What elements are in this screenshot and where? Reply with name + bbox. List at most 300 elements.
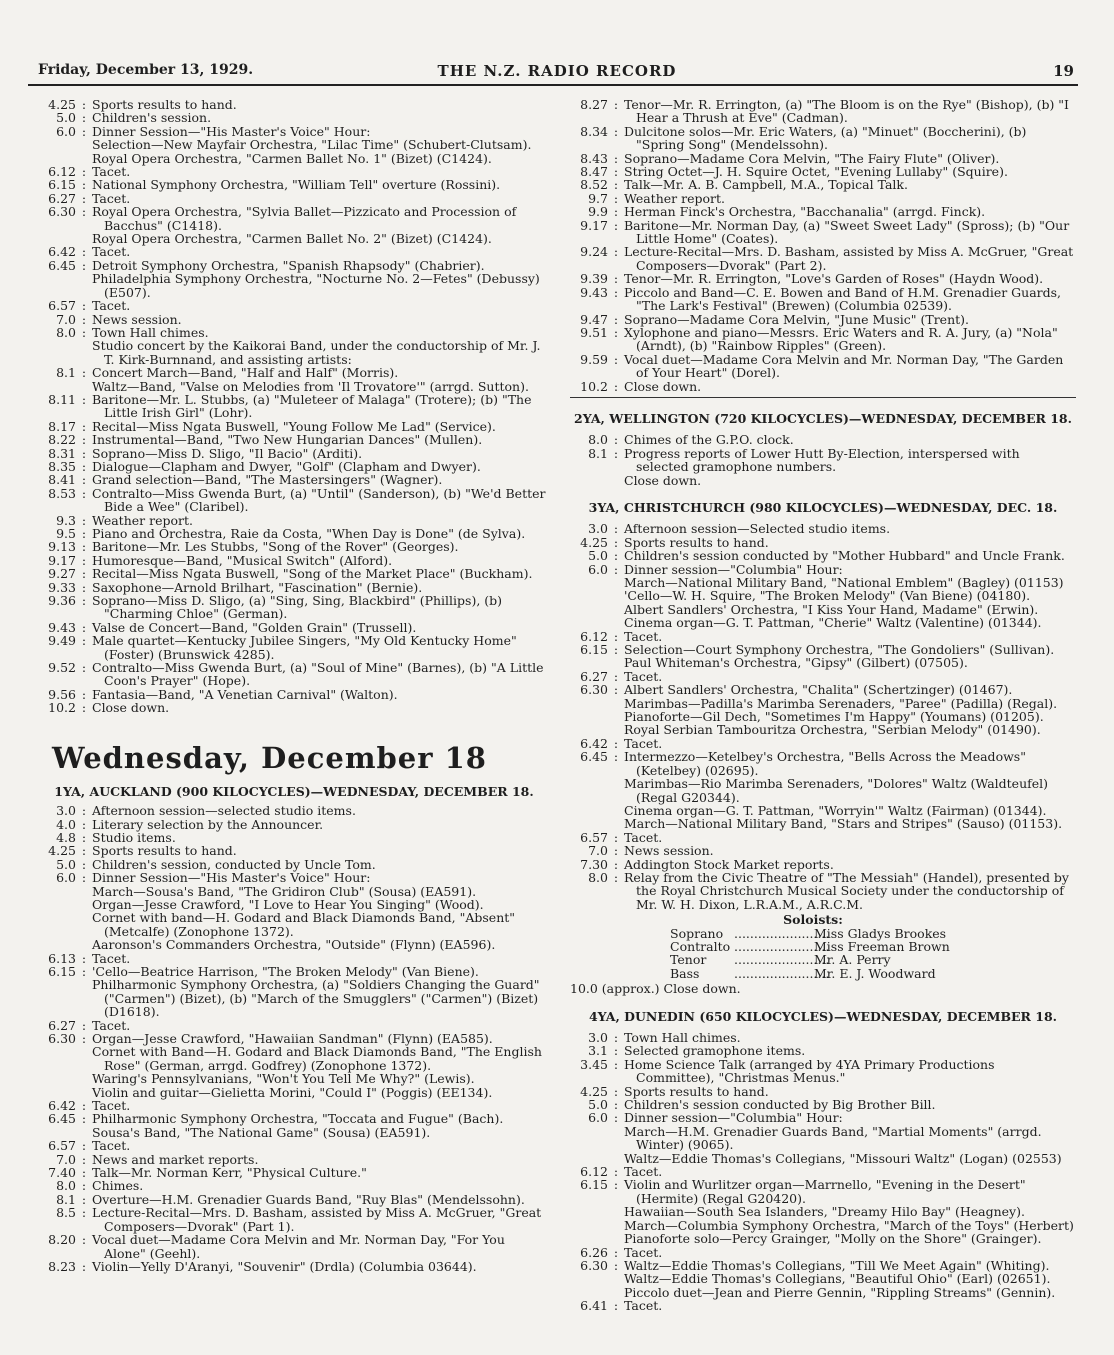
- programme-entry: [570, 871, 1076, 911]
- programme-entry: [38, 952, 550, 965]
- entry-time: 7.0: [56, 1151, 76, 1167]
- entry-time: 8.0: [56, 324, 76, 340]
- programme-entry: [570, 98, 1076, 125]
- entry-line: Tacet.: [624, 1298, 663, 1314]
- programme-entry: [38, 460, 550, 473]
- time-colon: :: [81, 512, 87, 528]
- programme-entry: [38, 514, 550, 527]
- entry-line: Tacet.: [92, 244, 131, 260]
- programme-entry: [38, 858, 550, 871]
- dunedin-tuesday-continued: [38, 98, 550, 715]
- entry-time: 9.49: [48, 633, 76, 649]
- time-colon: :: [613, 324, 619, 340]
- entry-time: 4.0: [56, 816, 76, 832]
- programme-entry: [38, 111, 550, 124]
- entry-time: 6.0: [588, 561, 608, 577]
- entry-line: Hawaiian—South Sea Islanders, "Dreamy Hilo Bay" (Heagney).: [624, 1204, 1025, 1220]
- time-colon: :: [81, 633, 87, 649]
- programme-entry: [570, 670, 1076, 683]
- programme-entry: [38, 420, 550, 433]
- entry-time: 9.13: [48, 539, 76, 555]
- programme-entry: [38, 701, 550, 714]
- entry-line: News session.: [92, 311, 182, 327]
- time-colon: :: [613, 1164, 619, 1180]
- soloists-block: [570, 913, 1076, 980]
- programme-entry: [38, 473, 550, 486]
- entry-line: Tacet.: [92, 1098, 131, 1114]
- time-colon: :: [81, 123, 87, 139]
- entry-line: Close down.: [624, 472, 702, 488]
- entry-line: Contralto—Miss Gwenda Burt, (a) "Soul of Mine" (Barnes), (b) "A Little Coon's Prayer" (Hope).: [92, 660, 544, 689]
- entry-time: 6.15: [48, 963, 76, 979]
- programme-entry: [38, 1206, 550, 1233]
- programme-entry: [570, 563, 1076, 630]
- entry-line: Soprano—Madame Cora Melvin, "June Music" (Trent).: [624, 311, 969, 327]
- time-colon: :: [613, 1097, 619, 1113]
- entry-line: Chimes of the G.P.O. clock.: [624, 432, 794, 448]
- entry-time: 8.53: [48, 485, 76, 501]
- entry-time: 8.35: [48, 458, 76, 474]
- page-header: [32, 62, 1082, 82]
- programme-entry: [570, 522, 1076, 535]
- programme-entry: [570, 165, 1076, 178]
- entry-time: 9.51: [580, 324, 608, 340]
- leader-dots: ........................: [734, 965, 830, 981]
- entry-line: Tacet.: [92, 298, 131, 314]
- entry-time: 8.17: [48, 418, 76, 434]
- time-colon: :: [613, 97, 619, 112]
- programme-entry: [38, 245, 550, 258]
- programme-entry: [38, 125, 550, 165]
- time-colon: :: [81, 257, 87, 273]
- entry-line: Philharmonic Symphony Orchestra, (a) "Soldiers Changing the Guard" ("Carmen") (Bizet), (b) "March of the Smugglers" ("Carmen") (Bizet) (D1618).: [92, 977, 540, 1020]
- time-colon: :: [613, 271, 619, 287]
- entry-time: 9.36: [48, 593, 76, 609]
- entry-time: 4.25: [48, 97, 76, 112]
- time-colon: :: [613, 123, 619, 139]
- entry-line: Selection—New Mayfair Orchestra, "Lilac Time" (Schubert-Clutsam).: [92, 137, 532, 153]
- programme-entry: [38, 581, 550, 594]
- entry-time: 6.26: [580, 1244, 608, 1260]
- time-colon: :: [613, 1177, 619, 1193]
- entry-time: 8.43: [580, 150, 608, 166]
- entry-line: Afternoon session—selected studio items.: [92, 803, 356, 819]
- entry-time: 9.56: [48, 686, 76, 702]
- programme-entry: [570, 353, 1076, 380]
- entry-time: 4.8: [56, 829, 76, 845]
- time-colon: :: [81, 1138, 87, 1154]
- time-colon: :: [81, 816, 87, 832]
- time-colon: :: [81, 97, 87, 112]
- programme-entry: [570, 205, 1076, 218]
- time-colon: :: [81, 526, 87, 541]
- time-colon: :: [81, 445, 87, 461]
- entry-line: March—National Military Band, "National Emblem" (Bagley) (01153): [624, 575, 1064, 590]
- time-colon: :: [81, 619, 87, 635]
- entry-line: Studio concert by the Kaikorai Band, under the conductorship of Mr. J. T. Kirk-Burnnand, and assisting artists:: [92, 338, 541, 367]
- auckland-continued: [570, 98, 1076, 393]
- programme-entry: [38, 965, 550, 1019]
- entry-time: 8.23: [48, 1258, 76, 1274]
- time-colon: :: [613, 1298, 619, 1314]
- entry-line: Tacet.: [624, 1244, 663, 1260]
- entry-line: Pianoforte—Gil Dech, "Sometimes I'm Happy" (Youmans) (01205).: [624, 709, 1044, 725]
- entry-line: Vocal duet—Madame Cora Melvin and Mr. Norman Day, "The Garden of Your Heart" (Dorel).: [624, 351, 1064, 381]
- entry-time: 8.52: [580, 177, 608, 193]
- programme-entry: [38, 313, 550, 326]
- entry-time: 9.59: [580, 351, 608, 367]
- entry-line: Violin and guitar—Gielietta Morini, "Could I" (Poggis) (EE134).: [92, 1084, 493, 1100]
- time-colon: :: [613, 642, 619, 658]
- entry-time: 6.57: [580, 829, 608, 845]
- entry-time: 6.0: [588, 1110, 608, 1126]
- entry-line: Albert Sandlers' Orchestra, "I Kiss Your Hand, Madame" (Erwin).: [624, 601, 1039, 617]
- entry-time: 6.42: [580, 735, 608, 751]
- programme-entry: [38, 165, 550, 178]
- entry-line: Talk—Mr. Norman Kerr, "Physical Culture.": [92, 1165, 367, 1181]
- time-colon: :: [613, 445, 619, 461]
- time-colon: :: [81, 1178, 87, 1194]
- time-colon: :: [81, 552, 87, 568]
- entry-time: 5.0: [56, 110, 76, 126]
- programme-entry: [38, 259, 550, 299]
- entry-line: Waltz—Eddie Thomas's Collegians, "Missouri Waltz" (Logan) (02553): [624, 1150, 1062, 1166]
- programme-entry: [570, 1085, 1076, 1098]
- entry-line: Philharmonic Symphony Orchestra, "Toccata and Fugue" (Bach).: [92, 1111, 504, 1127]
- time-colon: :: [81, 472, 87, 488]
- entry-time: 10.2: [48, 700, 76, 716]
- time-colon: :: [81, 1098, 87, 1114]
- entry-time: 9.5: [56, 526, 76, 541]
- entry-line: Soprano—Madame Cora Melvin, "The Fairy Flute" (Oliver).: [624, 150, 1000, 166]
- programme-entry: [38, 594, 550, 621]
- time-colon: :: [81, 829, 87, 845]
- soloist-row: [670, 940, 1076, 953]
- entry-line: Weather report.: [92, 512, 193, 528]
- entry-line: Organ—Jesse Crawford, "I Love to Hear You Singing" (Wood).: [92, 896, 484, 912]
- time-colon: :: [613, 829, 619, 845]
- programme-entry: [570, 152, 1076, 165]
- programme-entry: [38, 844, 550, 857]
- soloist-name: Miss Gladys Brookes: [814, 925, 947, 941]
- programme-entry: [38, 1139, 550, 1152]
- time-colon: :: [613, 378, 619, 394]
- entry-line: Lecture-Recital—Mrs. D. Basham, assisted by Miss A. McGruer, "Great Composers—Dvorak" (Part 2).: [624, 244, 1074, 273]
- entry-line: Progress reports of Lower Hutt By-Election, interspersed with selected gramophone numbers.: [624, 445, 1020, 475]
- entry-line: Baritone—Mr. Norman Day, (a) "Sweet Sweet Lady" (Spross); (b) "Our Little Home" (Coates).: [624, 217, 1070, 247]
- entry-time: 8.5: [56, 1205, 76, 1221]
- entry-time: 5.0: [588, 548, 608, 564]
- time-colon: :: [81, 686, 87, 702]
- entry-time: 8.11: [48, 391, 76, 407]
- entry-line: Albert Sandlers' Orchestra, "Chalita" (Schertzinger) (01467).: [624, 682, 1013, 698]
- dunedin-heading: 4YA, DUNEDIN (650 KILOCYCLES)—WEDNESDAY, DECEMBER 18.: [588, 1008, 1058, 1024]
- entry-line: March—Columbia Symphony Orchestra, "March of the Toys" (Herbert): [624, 1217, 1074, 1233]
- programme-entry: [570, 1259, 1076, 1299]
- programme-entry: [570, 683, 1076, 737]
- entry-line: Saxophone—Arnold Brilhart, "Fascination" (Bernie).: [92, 579, 423, 595]
- time-colon: :: [81, 963, 87, 979]
- time-colon: :: [81, 1205, 87, 1221]
- entry-time: 6.12: [580, 1164, 608, 1180]
- christchurch-close: 10.0 (approx.) Close down.: [570, 981, 741, 997]
- entry-line: Town Hall chimes.: [624, 1030, 741, 1045]
- entry-line: Relay from the Civic Theatre of "The Messiah" (Handel), presented by the Royal Christchurch Musical Society under the conductorship of Mr. W. H. Dixon, L.R.A.M., A.R.C.M.: [624, 869, 1069, 912]
- entry-line: March—National Military Band, "Stars and Stripes" (Sauso) (01153).: [624, 816, 1063, 832]
- programme-entry: [570, 750, 1076, 830]
- programme-entry: [38, 1032, 550, 1099]
- programme-entry: [38, 567, 550, 580]
- programme-entry: [570, 192, 1076, 205]
- entry-line: Close down.: [92, 700, 170, 716]
- entry-line: Waltz—Band, "Valse on Melodies from 'Il Trovatore'" (arrgd. Sutton).: [92, 378, 529, 394]
- time-colon: :: [613, 432, 619, 448]
- soloist-row: [670, 953, 1076, 966]
- time-colon: :: [613, 548, 619, 564]
- entry-time: 8.47: [580, 164, 608, 180]
- programme-entry: [38, 661, 550, 688]
- programme-entry: [38, 98, 550, 111]
- time-colon: :: [613, 1083, 619, 1099]
- entry-line: Sports results to hand.: [92, 97, 237, 112]
- time-colon: :: [613, 1030, 619, 1045]
- entry-time: 9.43: [48, 619, 76, 635]
- entry-time: 3.45: [580, 1056, 608, 1072]
- entry-time: 6.0: [56, 123, 76, 139]
- entry-line: Dialogue—Clapham and Dwyer, "Golf" (Clapham and Dwyer).: [92, 458, 481, 474]
- time-colon: :: [613, 351, 619, 367]
- time-colon: :: [81, 870, 87, 886]
- entry-line: Tacet.: [92, 164, 131, 180]
- programme-entry: [38, 447, 550, 460]
- programme-entry: [38, 831, 550, 844]
- time-colon: :: [81, 593, 87, 609]
- time-colon: :: [613, 177, 619, 193]
- entry-line: Marimbas—Padilla's Marimba Serenaders, "Paree" (Padilla) (Regal).: [624, 695, 1058, 711]
- entry-line: Soprano—Miss D. Sligo, "Il Bacio" (Arditi).: [92, 445, 363, 461]
- entry-line: Grand selection—Band, "The Mastersingers" (Wagner).: [92, 472, 443, 488]
- entry-time: 6.45: [48, 1111, 76, 1127]
- entry-line: Children's session.: [92, 110, 212, 126]
- entry-line: Tacet.: [92, 1017, 131, 1033]
- entry-line: Tenor—Mr. R. Errington, (a) "The Bloom is on the Rye" (Bishop), (b) "I Hear a Thrush at Eve" (Cadman).: [624, 97, 1069, 126]
- entry-line: Tacet.: [624, 735, 663, 751]
- soloist-role: Bass: [670, 965, 700, 981]
- entry-line: Violin—Yelly D'Aranyi, "Souvenir" (Drdla) (Columbia 03644).: [92, 1258, 477, 1274]
- entry-time: 9.47: [580, 311, 608, 327]
- entry-line: Studio items.: [92, 829, 176, 845]
- entry-line: Dulcitone solos—Mr. Eric Waters, (a) "Minuet" (Boccherini), (b) "Spring Song" (Mendelssohn).: [624, 123, 1027, 153]
- entry-time: 6.13: [48, 950, 76, 966]
- entry-time: 8.1: [588, 445, 608, 461]
- time-colon: :: [81, 190, 87, 206]
- entry-line: Violin and Wurlitzer organ—Marrnello, "Evening in the Desert" (Hermite) (Regal G20420).: [624, 1177, 1026, 1206]
- programme-entry: [38, 192, 550, 205]
- time-colon: :: [613, 561, 619, 577]
- entry-line: String Octet—J. H. Squire Octet, "Evening Lullaby" (Squire).: [624, 164, 1008, 180]
- time-colon: :: [613, 668, 619, 684]
- entry-time: 6.42: [48, 1098, 76, 1114]
- entry-line: Sports results to hand.: [624, 534, 769, 550]
- time-colon: :: [81, 1165, 87, 1181]
- entry-line: Dinner session—"Columbia" Hour:: [624, 1110, 843, 1126]
- programme-entry: [38, 299, 550, 312]
- entry-time: 6.27: [48, 190, 76, 206]
- time-colon: :: [613, 534, 619, 550]
- entry-line: March—H.M. Grenadier Guards Band, "Martial Moments" (arrgd. Winter) (9065).: [624, 1123, 1042, 1153]
- programme-entry: [38, 1193, 550, 1206]
- entry-time: 6.15: [580, 642, 608, 658]
- entry-line: National Symphony Orchestra, "William Tell" overture (Rossini).: [92, 177, 501, 193]
- entry-line: Tenor—Mr. R. Errington, "Love's Garden of Roses" (Haydn Wood).: [624, 271, 1044, 287]
- leader-dots: ........................: [734, 925, 830, 941]
- programme-entry: [38, 1019, 550, 1032]
- programme-entry: [570, 1058, 1076, 1085]
- programme-entry: [38, 554, 550, 567]
- time-colon: :: [81, 432, 87, 448]
- issue-date: Friday, December 13, 1929.: [38, 62, 254, 78]
- entry-line: Cornet with Band—H. Godard and Black Diamonds Band, "The English Rose" (German, arrgd. Godfrey) (Zonophone 1372).: [92, 1044, 542, 1073]
- entry-time: 8.31: [48, 445, 76, 461]
- time-colon: :: [81, 204, 87, 220]
- time-colon: :: [613, 164, 619, 180]
- soloist-name: Mr. A. Perry: [814, 952, 891, 968]
- entry-time: 6.12: [580, 628, 608, 644]
- wellington-heading: 2YA, WELLINGTON (720 KILOCYCLES)—WEDNESDAY, DECEMBER 18.: [574, 410, 1072, 426]
- programme-entry: [570, 286, 1076, 313]
- programme-entry: [38, 1260, 550, 1273]
- entry-line: Tacet.: [624, 1164, 663, 1180]
- time-colon: :: [613, 217, 619, 233]
- programme-entry: [38, 1179, 550, 1192]
- entry-time: 3.0: [56, 803, 76, 819]
- time-colon: :: [613, 843, 619, 859]
- entry-line: Town Hall chimes.: [92, 324, 209, 340]
- entry-time: 8.1: [56, 1191, 76, 1207]
- entry-line: Royal Opera Orchestra, "Sylvia Ballet—Pizzicato and Procession of Bacchus" (C1418).: [92, 204, 517, 233]
- entry-line: Paul Whiteman's Orchestra, "Gipsy" (Gilbert) (07505).: [624, 655, 968, 671]
- programme-entry: [570, 380, 1076, 393]
- entry-line: Dinner session—"Columbia" Hour:: [624, 561, 843, 577]
- day-heading: Wednesday, December 18: [52, 740, 487, 775]
- time-colon: :: [81, 843, 87, 859]
- christchurch-programme: [570, 522, 1076, 911]
- entry-line: Organ—Jesse Crawford, "Hawaiian Sandman" (Flynn) (EA585).: [92, 1031, 493, 1046]
- entry-line: 'Cello—Beatrice Harrison, "The Broken Melody" (Van Biene).: [92, 963, 479, 979]
- entry-time: 6.41: [580, 1298, 608, 1314]
- entry-time: 6.15: [48, 177, 76, 193]
- entry-line: Contralto—Miss Gwenda Burt, (a) "Until" (Sanderson), (b) "We'd Better Bide a Wee" (Claribel).: [92, 485, 546, 515]
- entry-time: 5.0: [56, 856, 76, 872]
- entry-time: 9.33: [48, 579, 76, 595]
- entry-line: Marimbas—Rio Marimba Serenaders, "Dolores" Waltz (Waldteufel) (Regal G20344).: [624, 776, 1049, 805]
- programme-entry: [570, 1246, 1076, 1259]
- entry-time: 6.0: [56, 870, 76, 886]
- time-colon: :: [613, 1257, 619, 1273]
- entry-time: 3.0: [588, 521, 608, 537]
- entry-time: 9.3: [56, 512, 76, 528]
- entry-time: 6.45: [48, 257, 76, 273]
- entry-line: Addington Stock Market reports.: [624, 856, 834, 872]
- entry-time: 8.0: [56, 1178, 76, 1194]
- entry-time: 9.43: [580, 284, 608, 300]
- entry-line: Afternoon session—Selected studio items.: [624, 521, 891, 537]
- entry-line: Dinner Session—"His Master's Voice" Hour:: [92, 123, 371, 139]
- programme-entry: [570, 1165, 1076, 1178]
- programme-entry: [38, 433, 550, 446]
- programme-entry: [38, 818, 550, 831]
- time-colon: :: [81, 803, 87, 819]
- entry-line: Philadelphia Symphony Orchestra, "Nocturne No. 2—Fetes" (Debussy) (E507).: [92, 271, 540, 300]
- time-colon: :: [613, 749, 619, 765]
- time-colon: :: [81, 856, 87, 872]
- entry-line: Concert March—Band, "Half and Half" (Morris).: [92, 365, 399, 381]
- entry-line: March—Sousa's Band, "The Gridiron Club" (Sousa) (EA591).: [92, 883, 477, 899]
- programme-entry: [570, 831, 1076, 844]
- entry-time: 4.25: [580, 1083, 608, 1099]
- entry-time: 4.25: [580, 534, 608, 550]
- entry-line: Tacet.: [92, 1138, 131, 1154]
- entry-time: 9.9: [588, 204, 608, 220]
- entry-line: Dinner Session—"His Master's Voice" Hour:: [92, 870, 371, 886]
- entry-time: 9.39: [580, 271, 608, 287]
- header-rule: [28, 84, 1078, 86]
- programme-entry: [38, 688, 550, 701]
- leader-dots: ........................: [734, 938, 830, 954]
- time-colon: :: [613, 735, 619, 751]
- entry-line: Royal Serbian Tambouritza Orchestra, "Serbian Melody" (01490).: [624, 722, 1041, 738]
- left-column: [38, 98, 550, 1273]
- entry-line: Overture—H.M. Grenadier Guards Band, "Ruy Blas" (Mendelssohn).: [92, 1191, 525, 1207]
- auckland-heading: 1YA, AUCKLAND (900 KILOCYCLES)—WEDNESDAY, DECEMBER 18.: [54, 783, 534, 799]
- time-colon: :: [81, 1232, 87, 1248]
- entry-line: Selected gramophone items.: [624, 1043, 806, 1059]
- entry-line: Weather report.: [624, 190, 725, 206]
- soloist-role: Soprano: [670, 925, 724, 941]
- time-colon: :: [81, 418, 87, 434]
- entry-time: 5.0: [588, 1097, 608, 1113]
- entry-line: Selection—Court Symphony Orchestra, "The Gondoliers" (Sullivan).: [624, 642, 1055, 658]
- time-colon: :: [613, 682, 619, 698]
- time-colon: :: [81, 566, 87, 582]
- programme-entry: [38, 540, 550, 553]
- right-column: [570, 98, 1076, 1313]
- programme-entry: [38, 366, 550, 393]
- time-colon: :: [81, 1191, 87, 1207]
- soloist-row: [670, 927, 1076, 940]
- time-colon: :: [81, 458, 87, 474]
- programme-entry: [38, 621, 550, 634]
- entry-time: 6.57: [48, 1138, 76, 1154]
- time-colon: :: [81, 1151, 87, 1167]
- entry-line: Home Science Talk (arranged by 4YA Primary Productions Committee), "Christmas Menus.": [624, 1056, 995, 1086]
- entry-time: 6.27: [580, 668, 608, 684]
- time-colon: :: [81, 1017, 87, 1033]
- entry-line: Pianoforte solo—Percy Grainger, "Molly on the Shore" (Grainger).: [624, 1231, 1042, 1247]
- programme-entry: [570, 313, 1076, 326]
- time-colon: :: [81, 1258, 87, 1274]
- time-colon: :: [81, 244, 87, 260]
- entry-time: 7.40: [48, 1165, 76, 1181]
- entry-line: Tacet.: [92, 190, 131, 206]
- entry-line: Close down.: [624, 378, 702, 394]
- entry-line: Soprano—Miss D. Sligo, (a) "Sing, Sing, Blackbird" (Phillips), (b) "Charming Chloe" (German).: [92, 593, 503, 622]
- programme-entry: [570, 219, 1076, 246]
- programme-entry: [570, 536, 1076, 549]
- entry-line: Royal Opera Orchestra, "Carmen Ballet No. 2" (Bizet) (C1424).: [92, 231, 492, 247]
- entry-line: Cinema organ—G. T. Pattman, "Cherie" Waltz (Valentine) (01344).: [624, 615, 1042, 631]
- entry-time: 8.27: [580, 97, 608, 112]
